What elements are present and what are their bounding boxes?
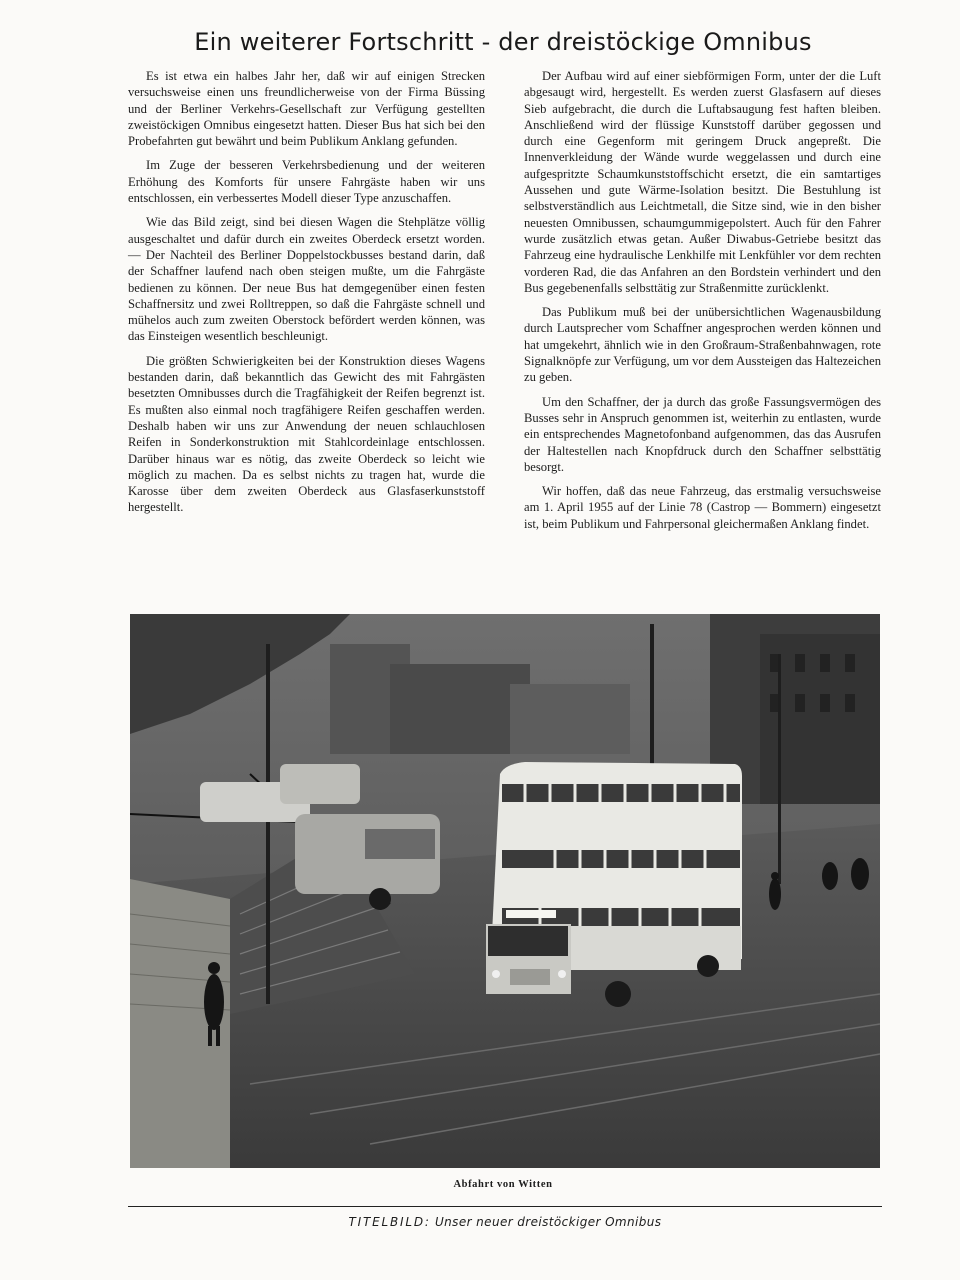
cover-note [0,1215,960,1229]
building [510,684,630,754]
cover-text: Unser neuer dreistöckiger Omnibus [434,1215,662,1229]
pole [778,654,781,884]
paragraph: Wie das Bild zeigt, sind bei diesen Wagen die Stehplätze völlig ausgeschaltet und dafür durch ein zweites Oberdeck ersetzt worden. — Der Nachteil des Berliner Doppelstockbusses bestand darin, daß der Schaffner laufend nach oben steigen mußte, um die Fahrgäste bedienen zu können. Der neue Bus hat demgegenüber einen festen Schaffnersitz und zwei Rolltreppen, so daß die Fahrgäste schnell und mühelos auch zum zweiten Oberstock befördert werden können, was das Einsteigen wesentlich beschleunigt. [128,215,485,344]
right-column [524,68,881,540]
cover-label: TITELBILD: [348,1215,431,1229]
building [390,664,530,754]
background-bus [280,764,360,804]
photo-caption: Abfahrt von Witten [453,1179,553,1190]
article-title: Ein weiterer Fortschritt - der dreistöckige Omnibus [194,28,812,56]
paragraph: Das Publikum muß bei der unübersichtlichen Wagenausbildung durch Lautsprecher vom Schaffner angesprochen werden können und hat umgekehrt, ähnlich wie in den Großraum-Straßenbahnwagen, rote Signalknöpfe zur Verfügung, um vor dem Aussteigen das Haltezeichen zu geben. [524,305,881,385]
paragraph: Im Zuge der besseren Verkehrsbedienung und der weiteren Erhöhung des Komforts für unsere Fahrgäste haben wir uns entschlossen, ein verbessertes Modell dieser Type anzuschaffen. [128,158,485,206]
paragraph: Die größten Schwierigkeiten bei der Konstruktion dieses Wagens bestanden darin, daß bekanntlich das Gewicht des mit Fahrgästen besetzten Omnibusses durch die Tragfähigkeit der Reifen begrenzt ist. Es mußten also einmal noch tragfähigere Reifen geschaffen werden. Deshalb haben wir uns zur Anwendung der neuen schlauchlosen Reifen in Sonderkonstruktion mit Stahlcordeinlage entschlossen. Darüber hinaus war es nötig, das zweite Oberdeck so leicht wie möglich zu machen. Da es selbst nichts zu tragen hat, wurde die Karosse über dem zweiten Oberdeck aus Glasfaserkunststoff hergestellt. [128,353,485,515]
paragraph: Es ist etwa ein halbes Jahr her, daß wir auf einigen Strecken versuchsweise einen uns freundlicherweise von der Firma Büssing und der Berliner Verkehrs-Gesellschaft zur Verfügung gestellten zweistöckigen Omnibus eingesetzt hatten. Dieser Bus hat sich bei den Probefahrten gut bewährt und beim Publikum Anklang gefunden. [128,69,485,149]
paragraph: Wir hoffen, daß das neue Fahrzeug, das erstmalig versuchsweise am 1. April 1955 auf der Linie 78 (Castrop — Bommern) eingesetzt ist, beim Publikum und Fahrpersonal gleichermaßen Anklang findet. [524,484,881,531]
bus-photo [130,614,880,1168]
paragraph: Der Aufbau wird auf einer siebförmigen Form, unter der die Luft abgesaugt wird, hergestellt. Es werden zuerst Glasfasern auf dieses Sieb aufgebracht, die durch die Luftabsaugung fest haften bleiben. Anschließend wird der flüssige Kunststoff darüber gegossen und durch eine Gegenform mit geringem Druck angepreßt. Die Innenverkleidung der Wände wurde weggelassen und durch eine aufgespritzte Schaumkunststoffschicht ersetzt, die ein samtartiges Aussehen und gute Wärme-Isolation besitzt. Die Bestuhlung ist selbstverständlich aus Leichtmetall, die Sitze sind, wie in den bisher neuesten Omnibussen, schaumgummigepolstert. Auch für den Fahrer wurde zusätzlich etwas getan. Außer Diwabus-Getriebe besitzt das Fahrzeug eine hydraulische Lenkhilfe mit Lenkfühler vor dem rechten vorderen Rad, die das Anfahren an den Bordstein verhindert und den Bus gegebenenfalls selbsttätig zur Straßenmitte zurücklenkt. [524,69,881,295]
pole [266,644,270,1004]
footer-divider [128,1206,882,1207]
paragraph: Um den Schaffner, der ja durch das große Fassungsvermögen des Busses sehr in Anspruch genommen ist, weiterhin zu entlasten, wurde ein entsprechendes Magnetofonband aufgenommen, das das Ausrufen der Haltestellen nach Knopfdruck durch den Schaffner selbsttätig besorgt. [524,394,881,474]
left-column [128,68,485,524]
